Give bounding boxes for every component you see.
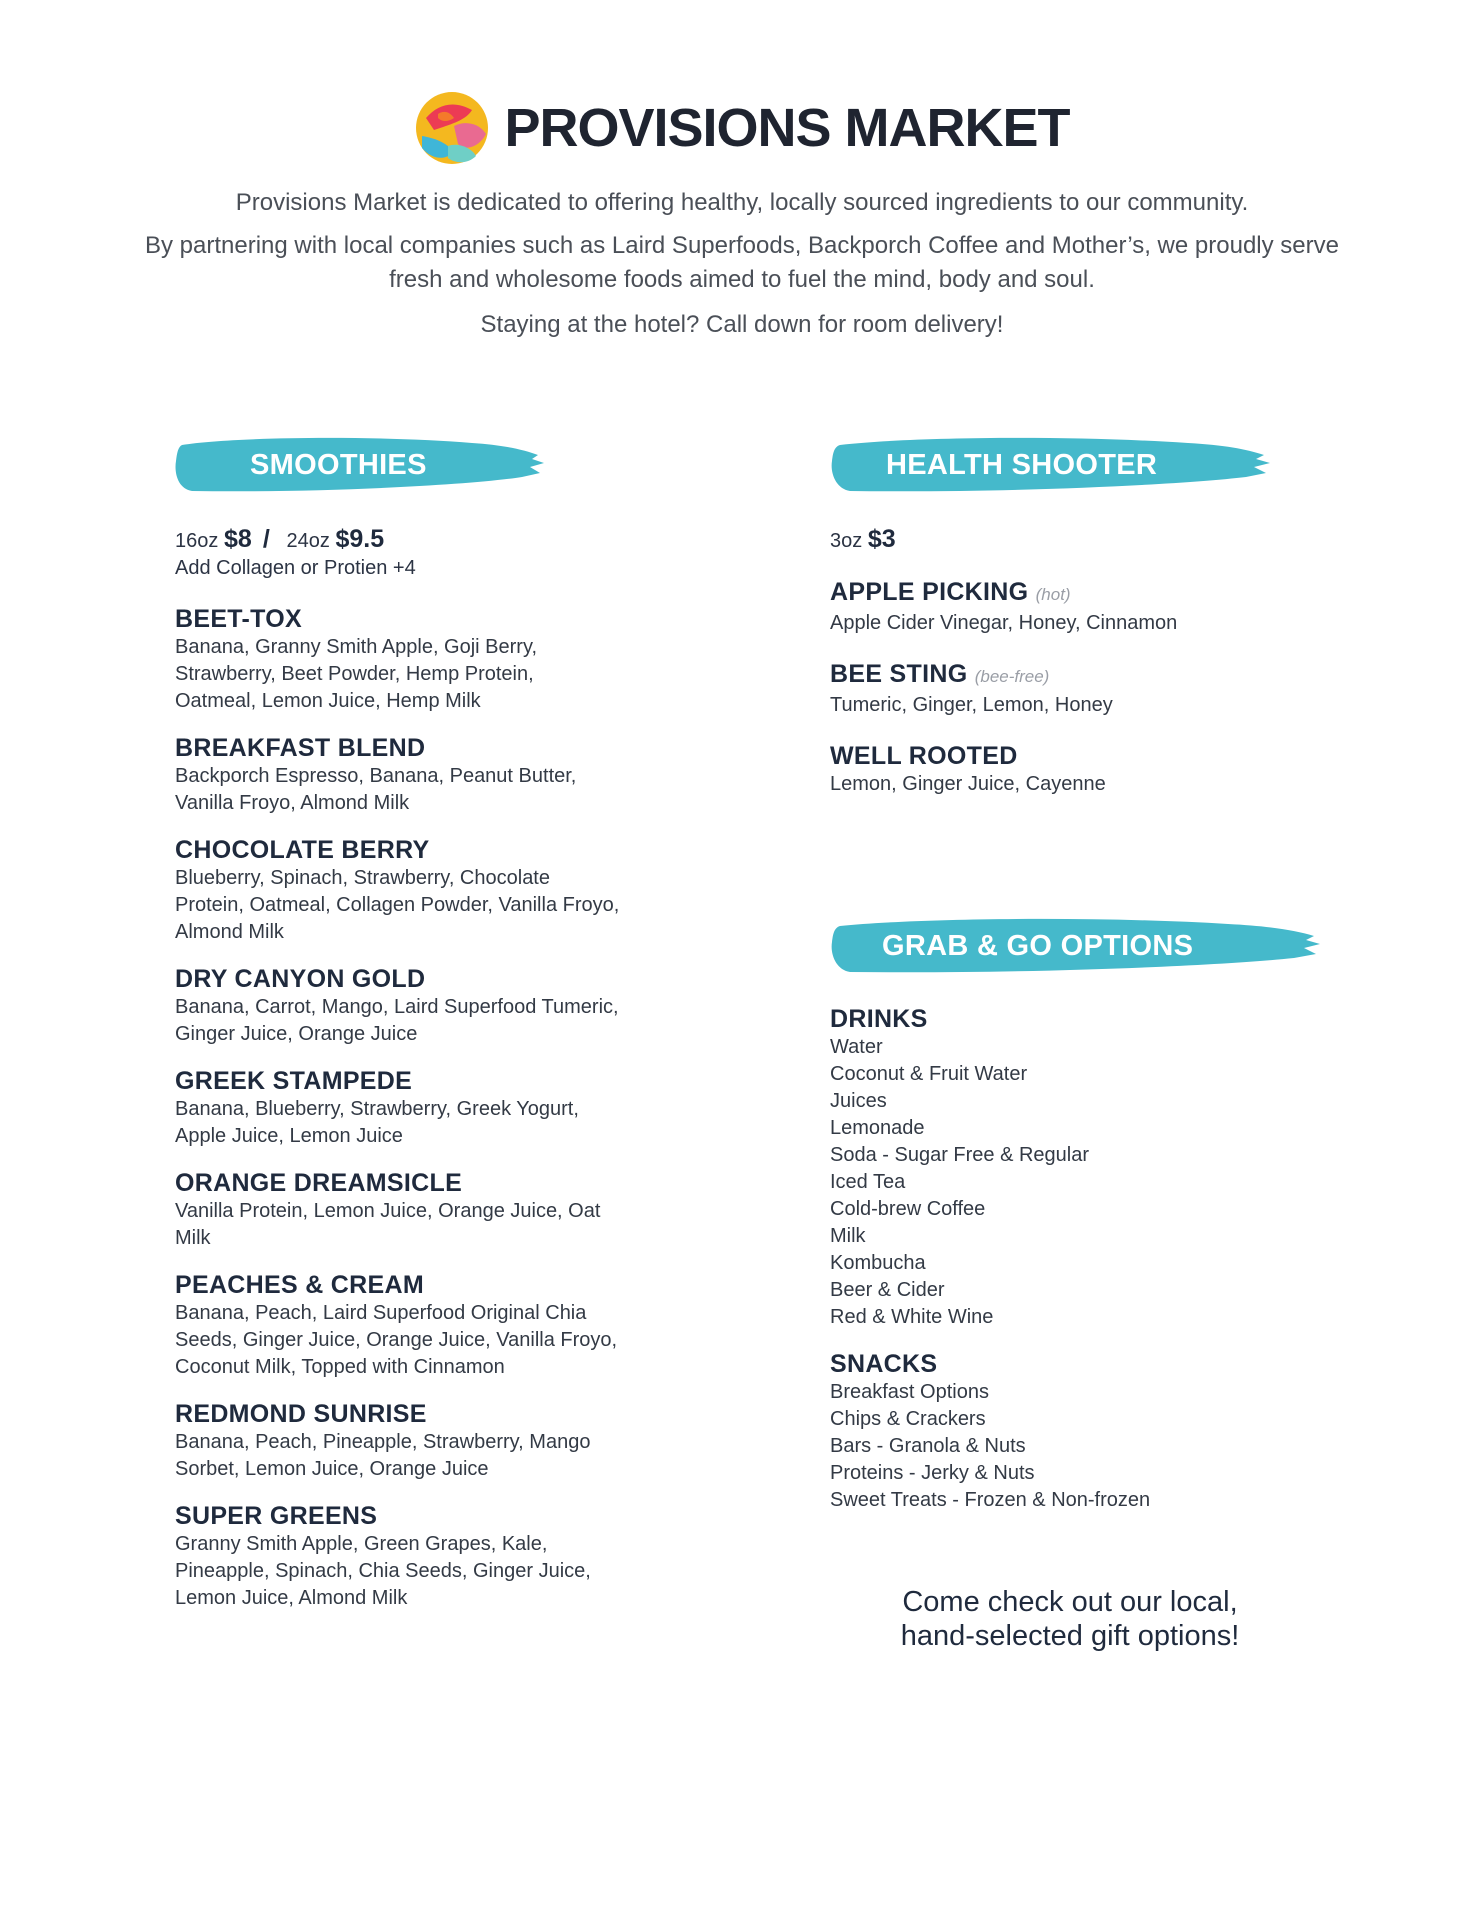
- item-desc-line: Almond Milk: [175, 921, 284, 943]
- logo-icon: [414, 90, 490, 166]
- list-item: [175, 1066, 695, 1150]
- size-24oz: 24oz: [286, 530, 330, 552]
- snacks-title: SNACKS: [830, 1350, 938, 1378]
- price-16oz: $8: [223, 525, 252, 553]
- item-desc-line: Protein, Oatmeal, Collagen Powder, Vanilla Froyo,: [175, 894, 620, 916]
- item-title: DRY CANYON GOLD: [175, 965, 426, 993]
- list-item: [175, 1501, 695, 1612]
- smoothies-banner: [172, 433, 552, 503]
- closing-line-2: hand-selected gift options!: [900, 1620, 1240, 1652]
- item-desc-line: Granny Smith Apple, Green Grapes, Kale,: [175, 1533, 548, 1555]
- drinks-title: DRINKS: [830, 1005, 928, 1033]
- item-note: (bee-free): [974, 667, 1050, 686]
- item-title: WELL ROOTED: [830, 742, 1018, 770]
- list-item: Bars - Granola & Nuts: [830, 1435, 1026, 1457]
- item-title: SUPER GREENS: [175, 1502, 378, 1530]
- item-desc-line: Banana, Carrot, Mango, Laird Superfood Tumeric,: [175, 996, 619, 1018]
- item-note: (hot): [1035, 585, 1071, 604]
- page-header: [0, 90, 1484, 166]
- closing-line-1: Come check out our local,: [902, 1586, 1238, 1618]
- price-separator: /: [262, 525, 270, 553]
- addon-note: Add Collagen or Protien +4: [175, 557, 416, 579]
- item-desc-line: Banana, Blueberry, Strawberry, Greek Yogurt,: [175, 1098, 579, 1120]
- item-desc-line: Ginger Juice, Orange Juice: [175, 1023, 418, 1045]
- item-desc-line: Milk: [175, 1227, 211, 1249]
- list-item: Beer & Cider: [830, 1279, 945, 1301]
- list-item: [830, 659, 1350, 719]
- smoothie-list: [175, 604, 695, 1630]
- list-item: Chips & Crackers: [830, 1408, 986, 1430]
- list-item: [175, 1399, 695, 1483]
- list-item: [175, 1270, 695, 1381]
- list-item: Lemonade: [830, 1117, 925, 1139]
- intro-line-2: By partnering with local companies such as Laird Superfoods, Backporch Coffee and Mother’s, we proudly serve fresh and wholesome foods aimed to fuel the mind, body and soul.: [145, 232, 1339, 293]
- drinks-list: [830, 1034, 1350, 1331]
- closing-message: [828, 1585, 1312, 1653]
- item-title: ORANGE DREAMSICLE: [175, 1169, 463, 1197]
- list-item: Soda - Sugar Free & Regular: [830, 1144, 1090, 1166]
- smoothies-pricing: [175, 525, 384, 554]
- item-desc-line: Lemon Juice, Almond Milk: [175, 1587, 408, 1609]
- intro-line-3: Staying at the hotel? Call down for room delivery!: [480, 311, 1004, 338]
- snacks-list: [830, 1379, 1350, 1514]
- list-item: Breakfast Options: [830, 1381, 989, 1403]
- item-desc-line: Vanilla Protein, Lemon Juice, Orange Juice, Oat: [175, 1200, 601, 1222]
- item-title: APPLE PICKING: [830, 578, 1029, 606]
- item-title: BREAKFAST BLEND: [175, 734, 426, 762]
- item-desc-line: Sorbet, Lemon Juice, Orange Juice: [175, 1458, 489, 1480]
- item-title: BEET-TOX: [175, 605, 302, 633]
- list-item: Juices: [830, 1090, 887, 1112]
- shooter-pricing: [830, 525, 896, 554]
- item-desc-line: Banana, Peach, Pineapple, Strawberry, Mango: [175, 1431, 591, 1453]
- price-3oz: $3: [867, 525, 896, 553]
- list-item: Water: [830, 1036, 883, 1058]
- item-desc-line: Apple Juice, Lemon Juice: [175, 1125, 403, 1147]
- item-desc-line: Apple Cider Vinegar, Honey, Cinnamon: [830, 612, 1178, 634]
- health-shooter-banner: [828, 433, 1278, 503]
- list-item: Iced Tea: [830, 1171, 906, 1193]
- item-desc-line: Blueberry, Spinach, Strawberry, Chocolate: [175, 867, 550, 889]
- item-desc-line: Tumeric, Ginger, Lemon, Honey: [830, 694, 1113, 716]
- item-desc-line: Backporch Espresso, Banana, Peanut Butter,: [175, 765, 577, 787]
- item-desc-line: Vanilla Froyo, Almond Milk: [175, 792, 410, 814]
- list-item: Proteins - Jerky & Nuts: [830, 1462, 1035, 1484]
- list-item: Coconut & Fruit Water: [830, 1063, 1028, 1085]
- list-item: [830, 741, 1350, 798]
- list-item: Cold-brew Coffee: [830, 1198, 986, 1220]
- item-desc-line: Banana, Peach, Laird Superfood Original Chia: [175, 1302, 587, 1324]
- list-item: [175, 964, 695, 1048]
- price-24oz: $9.5: [335, 525, 385, 553]
- item-title: REDMOND SUNRISE: [175, 1400, 427, 1428]
- list-item: [175, 835, 695, 946]
- item-desc-line: Coconut Milk, Topped with Cinnamon: [175, 1356, 505, 1378]
- item-desc-line: Lemon, Ginger Juice, Cayenne: [830, 773, 1106, 795]
- list-item: [830, 577, 1350, 637]
- list-item: [175, 1168, 695, 1252]
- item-desc-line: Strawberry, Beet Powder, Hemp Protein,: [175, 663, 534, 685]
- item-title: GREEK STAMPEDE: [175, 1067, 413, 1095]
- shooter-list: [830, 577, 1350, 820]
- list-item: [175, 733, 695, 817]
- item-title: PEACHES & CREAM: [175, 1271, 424, 1299]
- item-title: BEE STING: [830, 660, 968, 688]
- intro-line-1: Provisions Market is dedicated to offering healthy, locally sourced ingredients to our community.: [235, 189, 1249, 216]
- page-title: PROVISIONS MARKET: [504, 98, 1070, 158]
- size-3oz: 3oz: [830, 530, 863, 552]
- list-item: Sweet Treats - Frozen & Non-frozen: [830, 1489, 1151, 1511]
- grab-go-banner: [828, 914, 1328, 984]
- list-item: [175, 604, 695, 715]
- list-item: Milk: [830, 1225, 866, 1247]
- smoothies-heading: SMOOTHIES: [250, 449, 427, 481]
- grab-go-list: [830, 1004, 1350, 1514]
- list-item: Kombucha: [830, 1252, 926, 1274]
- grab-go-heading: GRAB & GO OPTIONS: [882, 930, 1194, 962]
- item-desc-line: Banana, Granny Smith Apple, Goji Berry,: [175, 636, 538, 658]
- size-16oz: 16oz: [175, 530, 219, 552]
- item-title: CHOCOLATE BERRY: [175, 836, 430, 864]
- item-desc-line: Oatmeal, Lemon Juice, Hemp Milk: [175, 690, 481, 712]
- health-shooter-heading: HEALTH SHOOTER: [886, 449, 1158, 481]
- list-item: Red & White Wine: [830, 1306, 994, 1328]
- item-desc-line: Seeds, Ginger Juice, Orange Juice, Vanilla Froyo,: [175, 1329, 618, 1351]
- item-desc-line: Pineapple, Spinach, Chia Seeds, Ginger Juice,: [175, 1560, 591, 1582]
